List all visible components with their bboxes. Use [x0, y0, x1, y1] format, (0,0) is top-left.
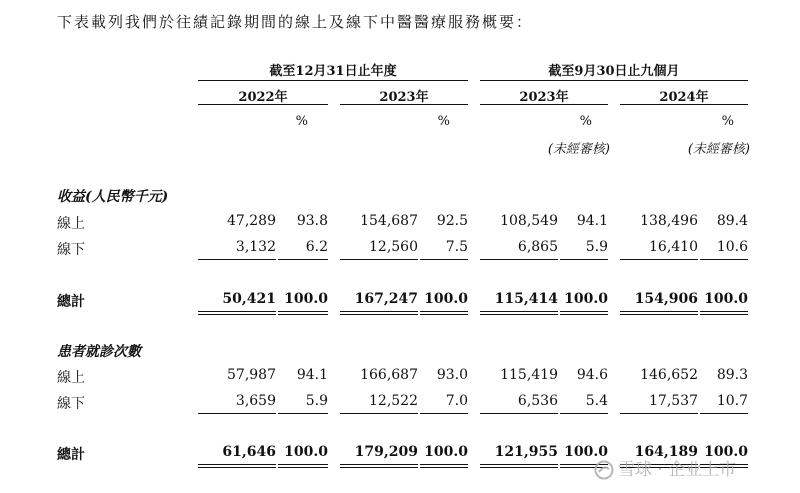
visits-offline-2023-count: 12,522 [369, 393, 418, 409]
revenue-online-9m2023-percent: 94.1 [576, 213, 608, 229]
group-rule-year-end [198, 80, 468, 81]
revenue-total-2023-percent: 100.0 [424, 291, 468, 307]
revenue-offline-9m2023-amount: 6,865 [517, 239, 558, 255]
visits-online-2022-count: 57,987 [227, 367, 276, 383]
revenue-total-2023-amount: 167,247 [354, 291, 418, 307]
visits-offline-2022-count: 3,659 [235, 393, 276, 409]
row-label-total: 總計 [57, 447, 85, 463]
percent-header: % [437, 114, 450, 129]
visits-total-2023-percent: 100.0 [424, 444, 468, 460]
section-title-revenue: 收益(人民幣千元) [57, 189, 169, 205]
subtotal-rule [340, 259, 418, 260]
revenue-total-9m2023-amount: 115,414 [494, 291, 558, 307]
visits-total-9m2024-count: 164,189 [634, 444, 698, 460]
revenue-offline-2022-amount: 3,132 [235, 239, 276, 255]
revenue-online-2022-amount: 47,289 [227, 213, 276, 229]
revenue-online-9m2024-amount: 138,496 [640, 213, 698, 229]
visits-online-2023-count: 166,687 [360, 367, 418, 383]
visits-total-9m2023-count: 121,955 [494, 444, 558, 460]
table-row [0, 239, 800, 257]
subtotal-rule [420, 413, 468, 414]
total-double-rule [480, 311, 558, 315]
visits-offline-9m2024-count: 17,537 [649, 393, 698, 409]
row-label-offline: 線下 [57, 242, 85, 258]
subtotal-rule [700, 259, 748, 260]
visits-total-2022-count: 61,646 [222, 444, 276, 460]
revenue-online-9m2024-percent: 89.4 [716, 213, 748, 229]
total-double-rule [340, 311, 418, 315]
total-double-rule [278, 311, 328, 315]
unaudited-note: (未經審核) [547, 142, 610, 157]
visits-total-2022-percent: 100.0 [284, 444, 328, 460]
watermark-text: 雪球 · 企业上市 [618, 460, 737, 480]
group-header-year-end: 截至12月31日止年度 [269, 64, 397, 79]
row-label-total: 總計 [57, 294, 85, 310]
subtotal-rule [700, 413, 748, 414]
revenue-online-2023-percent: 92.5 [436, 213, 468, 229]
column-rule-2023-nine-months [480, 104, 608, 105]
intro-text: 下表載列我們於往績記錄期間的線上及線下中醫醫療服務概要： [57, 13, 534, 31]
subtotal-rule [620, 413, 698, 414]
revenue-total-9m2024-percent: 100.0 [704, 291, 748, 307]
column-header-2023: 2023年 [379, 90, 429, 105]
revenue-total-2022-percent: 100.0 [284, 291, 328, 307]
column-rule-2022 [198, 104, 328, 105]
snowball-logo-icon [594, 460, 614, 480]
column-rule-2023 [340, 104, 468, 105]
total-double-rule [420, 311, 468, 315]
subtotal-rule [560, 259, 608, 260]
total-double-rule [198, 311, 276, 315]
visits-total-2023-count: 179,209 [354, 444, 418, 460]
visits-online-9m2023-percent: 94.6 [576, 367, 608, 383]
revenue-offline-2022-percent: 6.2 [305, 239, 328, 255]
subtotal-rule [480, 259, 558, 260]
revenue-online-2023-amount: 154,687 [360, 213, 418, 229]
subtotal-rule [620, 259, 698, 260]
group-header-nine-months: 截至9月30日止九個月 [548, 64, 680, 79]
row-label-online: 線上 [57, 370, 85, 386]
section-title-patient-visits: 患者就診次數 [57, 344, 141, 360]
revenue-offline-2023-percent: 7.5 [445, 239, 468, 255]
revenue-offline-9m2024-amount: 16,410 [649, 239, 698, 255]
percent-header: % [295, 114, 308, 129]
subtotal-rule [198, 259, 276, 260]
subtotal-rule [340, 413, 418, 414]
row-label-online: 線上 [57, 216, 85, 232]
percent-header: % [579, 114, 592, 129]
revenue-offline-2023-amount: 12,560 [369, 239, 418, 255]
visits-offline-2022-percent: 5.9 [305, 393, 328, 409]
total-double-rule [340, 464, 418, 468]
table-row [0, 213, 800, 231]
total-double-rule [278, 464, 328, 468]
total-double-rule [480, 464, 558, 468]
subtotal-rule [278, 259, 328, 260]
visits-offline-2023-percent: 7.0 [445, 393, 468, 409]
table-row [0, 393, 800, 411]
column-header-2022: 2022年 [238, 90, 288, 105]
column-header-2023-nine-months: 2023年 [519, 90, 569, 105]
group-rule-nine-months [480, 80, 748, 81]
total-double-rule [560, 311, 608, 315]
visits-online-2022-percent: 94.1 [296, 367, 328, 383]
visits-offline-9m2023-percent: 5.4 [585, 393, 608, 409]
column-header-2024-nine-months: 2024年 [659, 90, 709, 105]
visits-total-9m2024-percent: 100.0 [704, 444, 748, 460]
visits-online-2023-percent: 93.0 [436, 367, 468, 383]
unaudited-note: (未經審核) [687, 142, 750, 157]
subtotal-rule [560, 413, 608, 414]
subtotal-rule [198, 413, 276, 414]
revenue-total-9m2023-percent: 100.0 [564, 291, 608, 307]
revenue-total-9m2024-amount: 154,906 [634, 291, 698, 307]
revenue-online-2022-percent: 93.8 [296, 213, 328, 229]
subtotal-rule [420, 259, 468, 260]
row-label-offline: 線下 [57, 396, 85, 412]
visits-online-9m2024-percent: 89.3 [716, 367, 748, 383]
total-double-rule [198, 464, 276, 468]
percent-header: % [721, 114, 734, 129]
table-row-total [0, 291, 800, 309]
visits-offline-9m2024-percent: 10.7 [716, 393, 748, 409]
subtotal-rule [480, 413, 558, 414]
visits-total-9m2023-percent: 100.0 [564, 444, 608, 460]
subtotal-rule [278, 413, 328, 414]
visits-online-9m2023-count: 115,419 [500, 367, 558, 383]
column-rule-2024-nine-months [620, 104, 748, 105]
total-double-rule [420, 464, 468, 468]
watermark [594, 455, 736, 480]
revenue-offline-9m2024-percent: 10.6 [716, 239, 748, 255]
total-double-rule [700, 311, 748, 315]
visits-online-9m2024-count: 146,652 [640, 367, 698, 383]
table-row [0, 367, 800, 385]
revenue-offline-9m2023-percent: 5.9 [585, 239, 608, 255]
revenue-total-2022-amount: 50,421 [222, 291, 276, 307]
total-double-rule [620, 311, 698, 315]
visits-offline-9m2023-count: 6,536 [517, 393, 558, 409]
revenue-online-9m2023-amount: 108,549 [500, 213, 558, 229]
